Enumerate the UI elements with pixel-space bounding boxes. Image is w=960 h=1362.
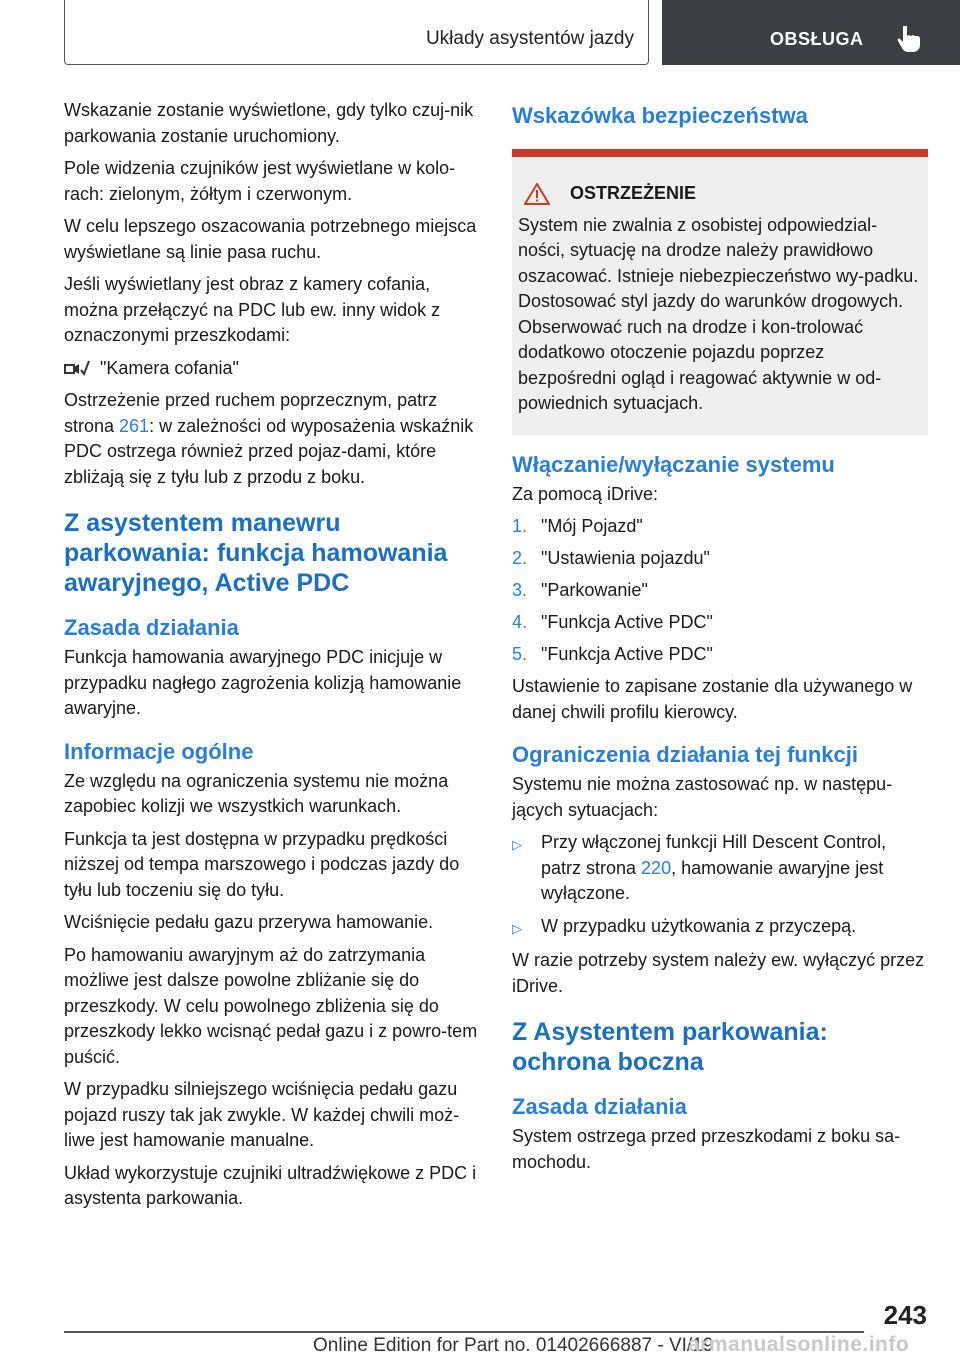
step-text: "Ustawienia pojazdu" (541, 548, 710, 568)
text-span: , hamowanie awaryjne jest wyłączone. (541, 857, 884, 903)
subheading-safety: Wskazówka bezpieczeństwa (512, 103, 808, 128)
paragraph: Systemu nie można zastosować np. w następu-jących sytuacjach: (512, 774, 893, 820)
list-item (512, 830, 928, 907)
list-item (512, 914, 928, 942)
bullet-text (541, 830, 928, 907)
step-number: 5. (512, 644, 528, 664)
bullet-triangle-icon: ▷ (512, 837, 522, 852)
warning-text: System nie zwalnia z osobistej odpowiedzial-ności, sytuację na drodze należy prawidłowo oszacować. Istnieje niebezpieczeństwo wy-padku. Dostosować styl jazdy do warunków drogowych. Obserwować ruch na drodze i kon-trolować dodatkowo otoczenie pojazdu poprzez bezpośredni ogląd i reagować aktywnie w od-powiednich sytuacjach. (518, 214, 919, 413)
text-span: : w zależności od wyposażenia wskaźnik PDC ostrzega również przed pojaz-dami, które zbliżają się z tyłu lub z przodu z boku. (64, 415, 474, 487)
paragraph: System ostrzega przed przeszkodami z boku sa-mochodu. (512, 1126, 901, 1172)
step-number: 4. (512, 612, 528, 632)
subheading-general: Informacje ogólne (64, 738, 254, 764)
page-link-261[interactable]: 261 (119, 415, 150, 436)
paragraph: Wciśnięcie pedału gazu przerywa hamowanie. (64, 912, 434, 932)
paragraph: Za pomocą iDrive: (512, 483, 659, 504)
header-section-tab (64, 0, 649, 65)
footer-watermark: armanualsonline.info (688, 1333, 910, 1356)
paragraph-cross-traffic (64, 388, 478, 490)
list-item (512, 546, 928, 572)
step-number: 3. (512, 580, 528, 600)
paragraph: Ze względu na ograniczenia systemu nie można zapobiec kolizji we wszystkich warunkach. (64, 770, 449, 816)
step-text: "Funkcja Active PDC" (541, 644, 713, 664)
limits-list (512, 830, 928, 941)
warning-box (512, 149, 928, 435)
header-chapter-title: OBSŁUGA (770, 29, 864, 49)
list-item (512, 578, 928, 604)
step-text: "Mój Pojazd" (541, 516, 643, 536)
text-span: Ostrzeżenie przed ruchem poprzecznym, patrz strona (64, 390, 438, 436)
bullet-text: W przypadku użytkowania z przyczepą. (541, 915, 857, 936)
list-item (512, 514, 928, 540)
page-link-220[interactable]: 220 (641, 857, 672, 878)
bullet-triangle-icon: ▷ (512, 920, 522, 936)
paragraph: W razie potrzeby system należy ew. wyłączyć przez iDrive. (512, 950, 925, 996)
page-number: 243 (883, 1300, 927, 1330)
warning-title-row (518, 181, 922, 207)
camera-option-label: "Kamera cofania" (100, 357, 239, 378)
subheading-principle: Zasada działania (64, 615, 239, 640)
paragraph: Funkcja ta jest dostępna w przypadku prędkości niższej od tempa marszowego i podczas jazdy do tyłu lub toczeniu się do tyłu. (64, 828, 460, 900)
paragraph: Układ wykorzystuje czujniki ultradźwiękowe z PDC i asystenta parkowania. (64, 1162, 477, 1208)
section-heading-emergency-braking: Z asystentem manewru parkowania: funkcja hamowania awaryjnego, Active PDC (64, 509, 448, 597)
text-span: Przy włączonej funkcji Hill Descent Control, patrz strona (541, 832, 887, 878)
list-item (512, 610, 928, 636)
header-section-title: Układy asystentów jazdy (425, 28, 634, 49)
left-column (64, 98, 478, 1219)
paragraph: Po hamowaniu awaryjnym aż do zatrzymania możliwe jest dalsze powolne zbliżanie się do przeszkody. W celu powolnego zbliżenia się do przeszkody lekko wcisnąć pedał gazu i z powro-tem puścić. (64, 944, 478, 1067)
paragraph: Wskazanie zostanie wyświetlone, gdy tylko czuj-nik parkowania zostanie uruchomiony. (64, 100, 474, 146)
section-heading-side-protection: Z Asystentem parkowania: ochrona boczna (512, 1018, 828, 1076)
header-chapter-tab (662, 0, 960, 65)
subheading-toggle: Włączanie/wyłączanie systemu (512, 451, 835, 477)
paragraph: W przypadku silniejszego wciśnięcia pedału gazu pojazd ruszy tak jak zwykle. W każdej chwili moż-liwe jest hamowanie manualne. (64, 1079, 460, 1150)
steps-list (512, 514, 928, 668)
step-text: "Parkowanie" (541, 580, 648, 600)
right-column (512, 98, 928, 1182)
paragraph: Funkcja hamowania awaryjnego PDC inicjuje w przypadku nagłego zagrożenia kolizją hamowanie awaryjne. (64, 647, 462, 718)
warning-triangle-icon (524, 183, 550, 205)
subheading-limits: Ograniczenia działania tej funkcji (512, 742, 858, 767)
step-number: 1. (512, 516, 528, 536)
step-number: 2. (512, 548, 528, 568)
subheading-principle: Zasada działania (512, 1094, 687, 1119)
hand-pointer-icon (894, 24, 924, 54)
paragraph: W celu lepszego oszacowania potrzebnego miejsca wyświetlane są linie pasa ruchu. (64, 216, 477, 262)
step-text: "Funkcja Active PDC" (541, 612, 713, 632)
footer-edition: Online Edition for Part no. 01402666887 - VI/19 (313, 1335, 714, 1356)
paragraph: Jeśli wyświetlany jest obraz z kamery cofania, można przełączyć na PDC lub ew. inny widok z oznaczonymi przeszkodami: (64, 274, 441, 345)
rear-camera-icon (64, 358, 90, 378)
paragraph: Pole widzenia czujników jest wyświetlane w kolo-rach: zielonym, żółtym i czerwonym. (64, 158, 456, 204)
list-item (512, 642, 928, 668)
paragraph: Ustawienie to zapisane zostanie dla używanego w danej chwili profilu kierowcy. (512, 676, 913, 722)
camera-option (64, 356, 478, 382)
warning-title: OSTRZEŻENIE (570, 183, 697, 203)
